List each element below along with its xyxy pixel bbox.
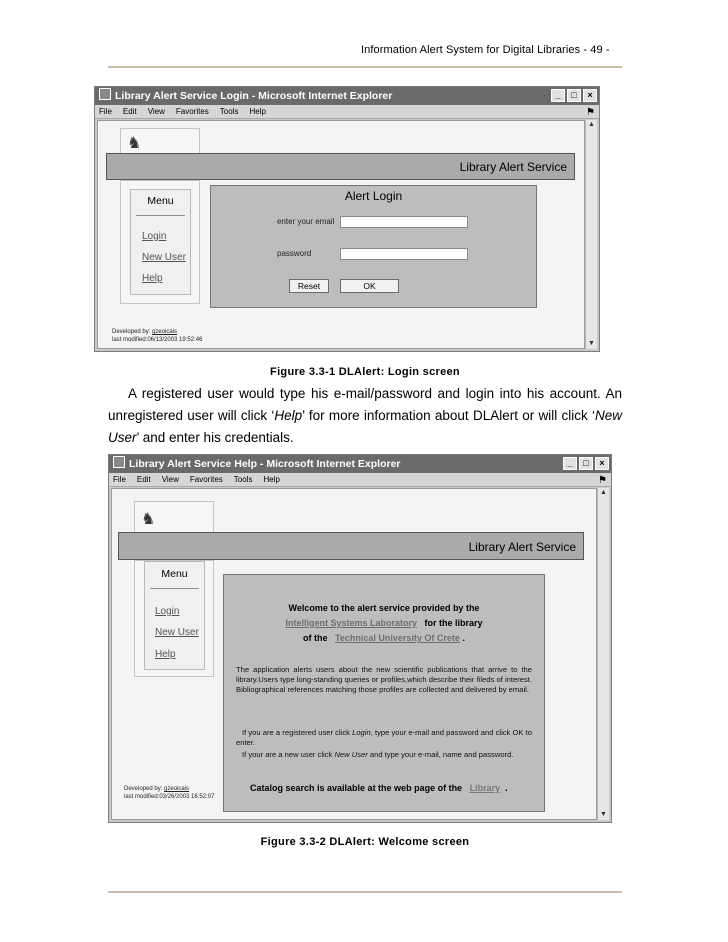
password-input[interactable] — [340, 248, 468, 260]
maximize-icon[interactable]: □ — [579, 457, 593, 470]
ie-window-icon — [113, 456, 125, 468]
welcome-panel — [223, 574, 545, 812]
window-buttons — [563, 457, 609, 470]
header-rule — [108, 66, 622, 68]
menu-edit[interactable]: Edit — [136, 475, 151, 484]
sidebar-item-login[interactable]: Login — [142, 231, 167, 242]
menu-title: Menu — [147, 195, 174, 207]
scroll-down-icon[interactable]: ▼ — [600, 811, 607, 818]
windows-flag-icon: ⚑ — [598, 475, 607, 486]
sidebar-item-login[interactable]: Login — [155, 606, 180, 617]
menu-help[interactable]: Help — [263, 475, 280, 484]
catalog-line: Catalog search is available at the web page of the Library . — [250, 783, 508, 793]
banner-title: Library Alert Service — [459, 160, 567, 174]
menu-favorites[interactable]: Favorites — [189, 475, 223, 484]
reset-button[interactable]: Reset — [289, 279, 329, 293]
window-title: Library Alert Service Login - Microsoft Internet Explorer — [115, 90, 393, 102]
menu-view[interactable]: View — [161, 475, 179, 484]
close-icon[interactable]: × — [595, 457, 609, 470]
figure1-caption: Figure 3.3-1 DLAlert: Login screen — [270, 366, 460, 378]
password-label: password — [277, 249, 312, 258]
browser-menubar — [95, 105, 599, 119]
developer-link[interactable]: gzeoicais — [152, 329, 178, 335]
email-label: enter your email — [277, 217, 335, 226]
new-user-term: New User — [334, 750, 368, 759]
scroll-down-icon[interactable]: ▼ — [588, 340, 595, 347]
new-user-paragraph: If your are a new user click New User and type your e-mail, name and password. — [242, 750, 514, 759]
email-input[interactable] — [340, 216, 468, 228]
body-paragraph: A registered user would type his e-mail/password and login into his account. An unregistered user will click ‘Help’ for more information about DLAlert or will click ‘New User’ and enter his credentials. — [108, 386, 622, 445]
login-term: Login — [352, 728, 371, 737]
sidebar-item-help[interactable]: Help — [155, 649, 176, 660]
vertical-scrollbar[interactable] — [585, 120, 597, 349]
menu-file[interactable]: File — [113, 475, 126, 484]
sidebar-item-new-user[interactable]: New User — [142, 252, 186, 263]
close-icon[interactable]: × — [583, 89, 597, 102]
ie-window-icon — [99, 88, 111, 100]
last-modified: last modified:03/26/2003 16:52:07 — [124, 794, 215, 800]
menu-divider — [136, 215, 185, 216]
window-titlebar — [95, 87, 599, 105]
intro-paragraph: The application alerts users about the new scientific publications that arrive to the library.Users type long-standing queries or profiles,which describe their fileds of interest. Bibliographical references matching those profiles are collected and delivered by email. — [236, 665, 532, 694]
welcome-screenshot — [108, 454, 612, 823]
vertical-scrollbar[interactable] — [597, 488, 609, 820]
menu-edit[interactable]: Edit — [122, 107, 137, 116]
sidebar-item-new-user[interactable]: New User — [155, 627, 199, 638]
panel-title: Alert Login — [344, 189, 403, 203]
minimize-icon[interactable]: _ — [551, 89, 565, 102]
sidebar-menu — [130, 189, 191, 295]
menu-file[interactable]: File — [99, 107, 112, 116]
browser-content — [97, 120, 585, 349]
developed-by-label: Developed by: — [124, 786, 163, 792]
developed-by-label: Developed by: — [112, 329, 151, 335]
login-panel — [210, 185, 537, 308]
figure2-caption: Figure 3.3-2 DLAlert: Welcome screen — [260, 836, 470, 848]
developer-info — [112, 328, 202, 344]
sidebar — [120, 180, 200, 304]
banner — [106, 153, 575, 180]
help-term: Help — [274, 408, 303, 423]
menu-view[interactable]: View — [147, 107, 165, 116]
catalog-text: Catalog search is available at the web page of the — [250, 783, 463, 793]
browser-menubar — [109, 473, 611, 487]
browser-content — [111, 488, 597, 820]
lab-link[interactable]: Intelligent Systems Laboratory — [285, 618, 417, 628]
university-link[interactable]: Technical University Of Crete — [335, 633, 460, 643]
footer-rule — [108, 891, 622, 893]
registered-user-paragraph: If you are a registered user click Login, type your e-mail and password and click OK to enter. — [236, 728, 532, 747]
logo-box — [134, 501, 214, 536]
window-titlebar — [109, 455, 611, 473]
sidebar-item-help[interactable]: Help — [142, 273, 163, 284]
menu-tools[interactable]: Tools — [219, 107, 239, 116]
banner-title: Library Alert Service — [468, 540, 576, 554]
login-screenshot — [94, 86, 600, 352]
window-buttons — [551, 89, 597, 102]
welcome-heading: Welcome to the alert service provided by the Intelligent Systems Laboratory for the library of the Technical University Of Crete . — [224, 601, 544, 646]
sidebar-menu — [144, 561, 205, 670]
banner — [118, 532, 584, 560]
menu-divider — [150, 588, 199, 589]
welcome-of-the: of the — [303, 633, 328, 643]
menu-favorites[interactable]: Favorites — [175, 107, 209, 116]
maximize-icon[interactable]: □ — [567, 89, 581, 102]
menu-tools[interactable]: Tools — [233, 475, 253, 484]
menu-title: Menu — [161, 568, 188, 580]
logo-icon: ♞ — [127, 135, 142, 152]
new-user-term: New User — [108, 408, 622, 445]
minimize-icon[interactable]: _ — [563, 457, 577, 470]
last-modified: last modified:06/13/2003 19:52:46 — [112, 337, 203, 343]
windows-flag-icon: ⚑ — [586, 107, 595, 118]
ok-button[interactable]: OK — [340, 279, 399, 293]
scroll-up-icon[interactable]: ▲ — [588, 121, 595, 128]
page-header: Information Alert System for Digital Libraries - 49 - — [361, 44, 610, 56]
developer-info — [124, 785, 214, 801]
welcome-line-2: for the library — [424, 618, 483, 628]
developer-link[interactable]: gzeoicais — [164, 786, 190, 792]
logo-icon: ♞ — [141, 511, 156, 528]
library-link[interactable]: Library — [469, 783, 501, 793]
menu-help[interactable]: Help — [249, 107, 266, 116]
scroll-up-icon[interactable]: ▲ — [600, 489, 607, 496]
window-title: Library Alert Service Help - Microsoft Internet Explorer — [129, 458, 401, 470]
welcome-line-1: Welcome to the alert service provided by the — [288, 603, 480, 613]
sidebar — [134, 560, 214, 677]
